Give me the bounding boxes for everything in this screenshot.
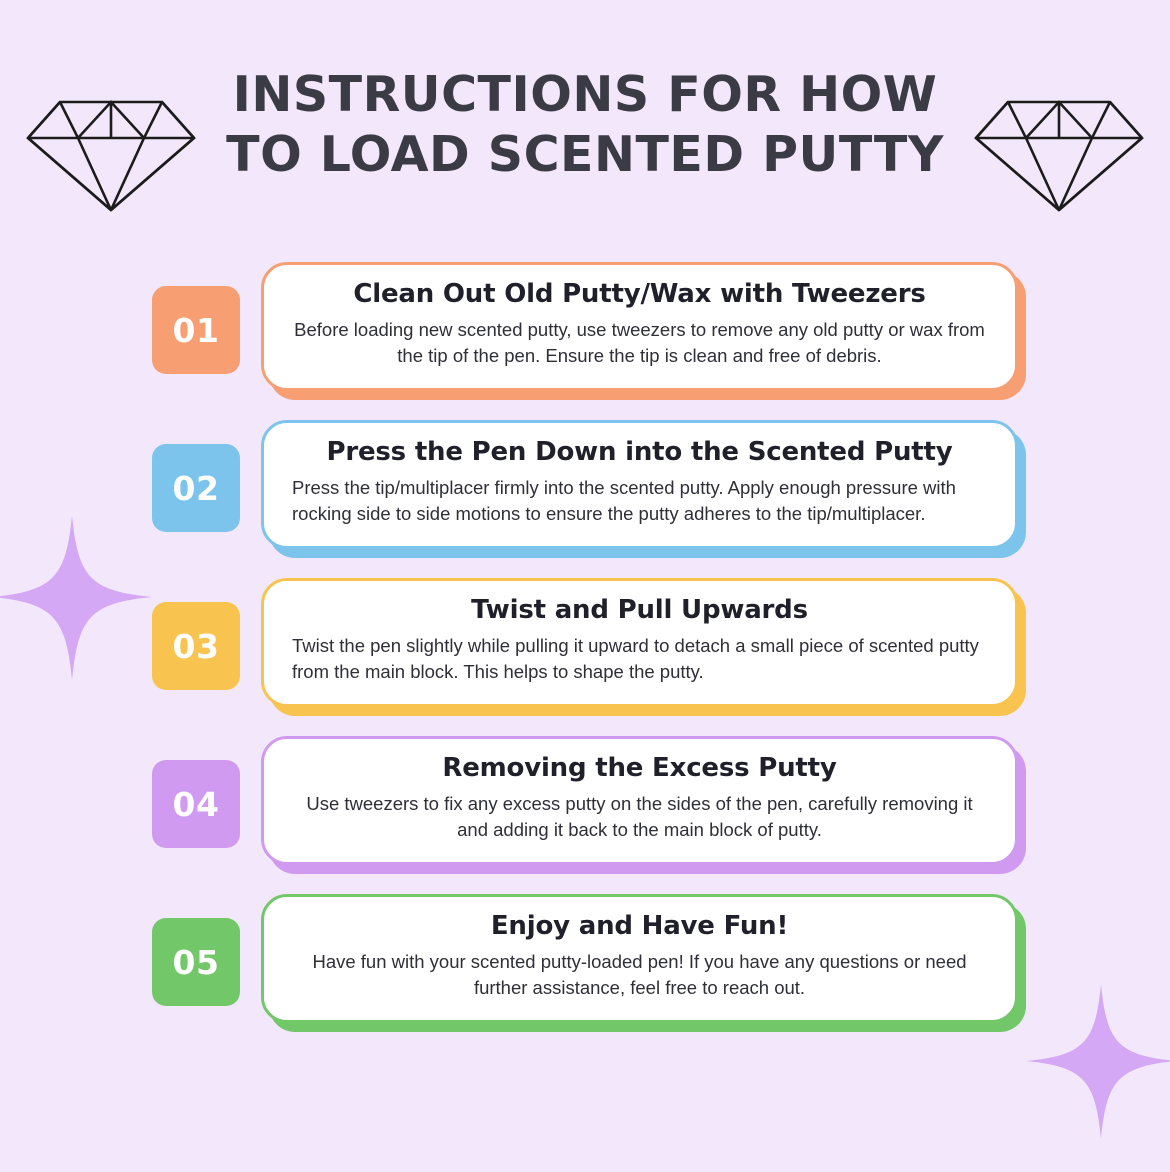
diamond-icon xyxy=(26,100,196,217)
step-number: 03 xyxy=(172,626,220,666)
step-number-badge xyxy=(152,760,240,848)
step-number: 04 xyxy=(172,784,220,824)
step-card-wrapper xyxy=(261,894,1018,1023)
step-card-wrapper xyxy=(261,578,1018,707)
step-heading: Twist and Pull Upwards xyxy=(471,595,808,625)
step-item xyxy=(0,894,1170,1030)
step-item xyxy=(0,262,1170,398)
step-heading: Clean Out Old Putty/Wax with Tweezers xyxy=(353,279,926,309)
step-number: 02 xyxy=(172,468,220,508)
step-number-badge xyxy=(152,286,240,374)
step-number-badge xyxy=(152,444,240,532)
step-item xyxy=(0,420,1170,556)
step-body: Press the tip/multiplacer firmly into the scented putty. Apply enough pressure with rocking side to side motions to ensure the putty adheres to the tip/multiplacer. xyxy=(292,477,956,525)
step-number-badge xyxy=(152,602,240,690)
step-body: Have fun with your scented putty-loaded pen! If you have any questions or need further assistance, feel free to reach out. xyxy=(312,951,967,999)
step-card xyxy=(261,420,1018,549)
step-card xyxy=(261,894,1018,1023)
step-body: Twist the pen slightly while pulling it upward to detach a small piece of scented putty from the main block. This helps to shape the putty. xyxy=(292,635,979,683)
step-card xyxy=(261,262,1018,391)
step-number-badge xyxy=(152,918,240,1006)
step-card-wrapper xyxy=(261,420,1018,549)
step-card-wrapper xyxy=(261,262,1018,391)
page-title: INSTRUCTIONS FOR HOW TO LOAD SCENTED PUTTY xyxy=(226,66,944,183)
step-item xyxy=(0,736,1170,872)
step-number: 05 xyxy=(172,942,220,982)
step-body: Before loading new scented putty, use tweezers to remove any old putty or wax from the tip of the pen. Ensure the tip is clean and free of debris. xyxy=(294,319,985,367)
step-heading: Press the Pen Down into the Scented Putty xyxy=(326,437,953,467)
step-card-wrapper xyxy=(261,736,1018,865)
step-heading: Removing the Excess Putty xyxy=(442,753,837,783)
step-heading: Enjoy and Have Fun! xyxy=(490,911,789,941)
step-card xyxy=(261,578,1018,707)
step-body: Use tweezers to fix any excess putty on the sides of the pen, carefully removing it and adding it back to the main block of putty. xyxy=(306,793,973,841)
step-item xyxy=(0,578,1170,714)
header xyxy=(0,0,1170,250)
diamond-icon xyxy=(974,100,1144,217)
step-card xyxy=(261,736,1018,865)
step-number: 01 xyxy=(172,310,220,350)
steps-list xyxy=(0,250,1170,1030)
